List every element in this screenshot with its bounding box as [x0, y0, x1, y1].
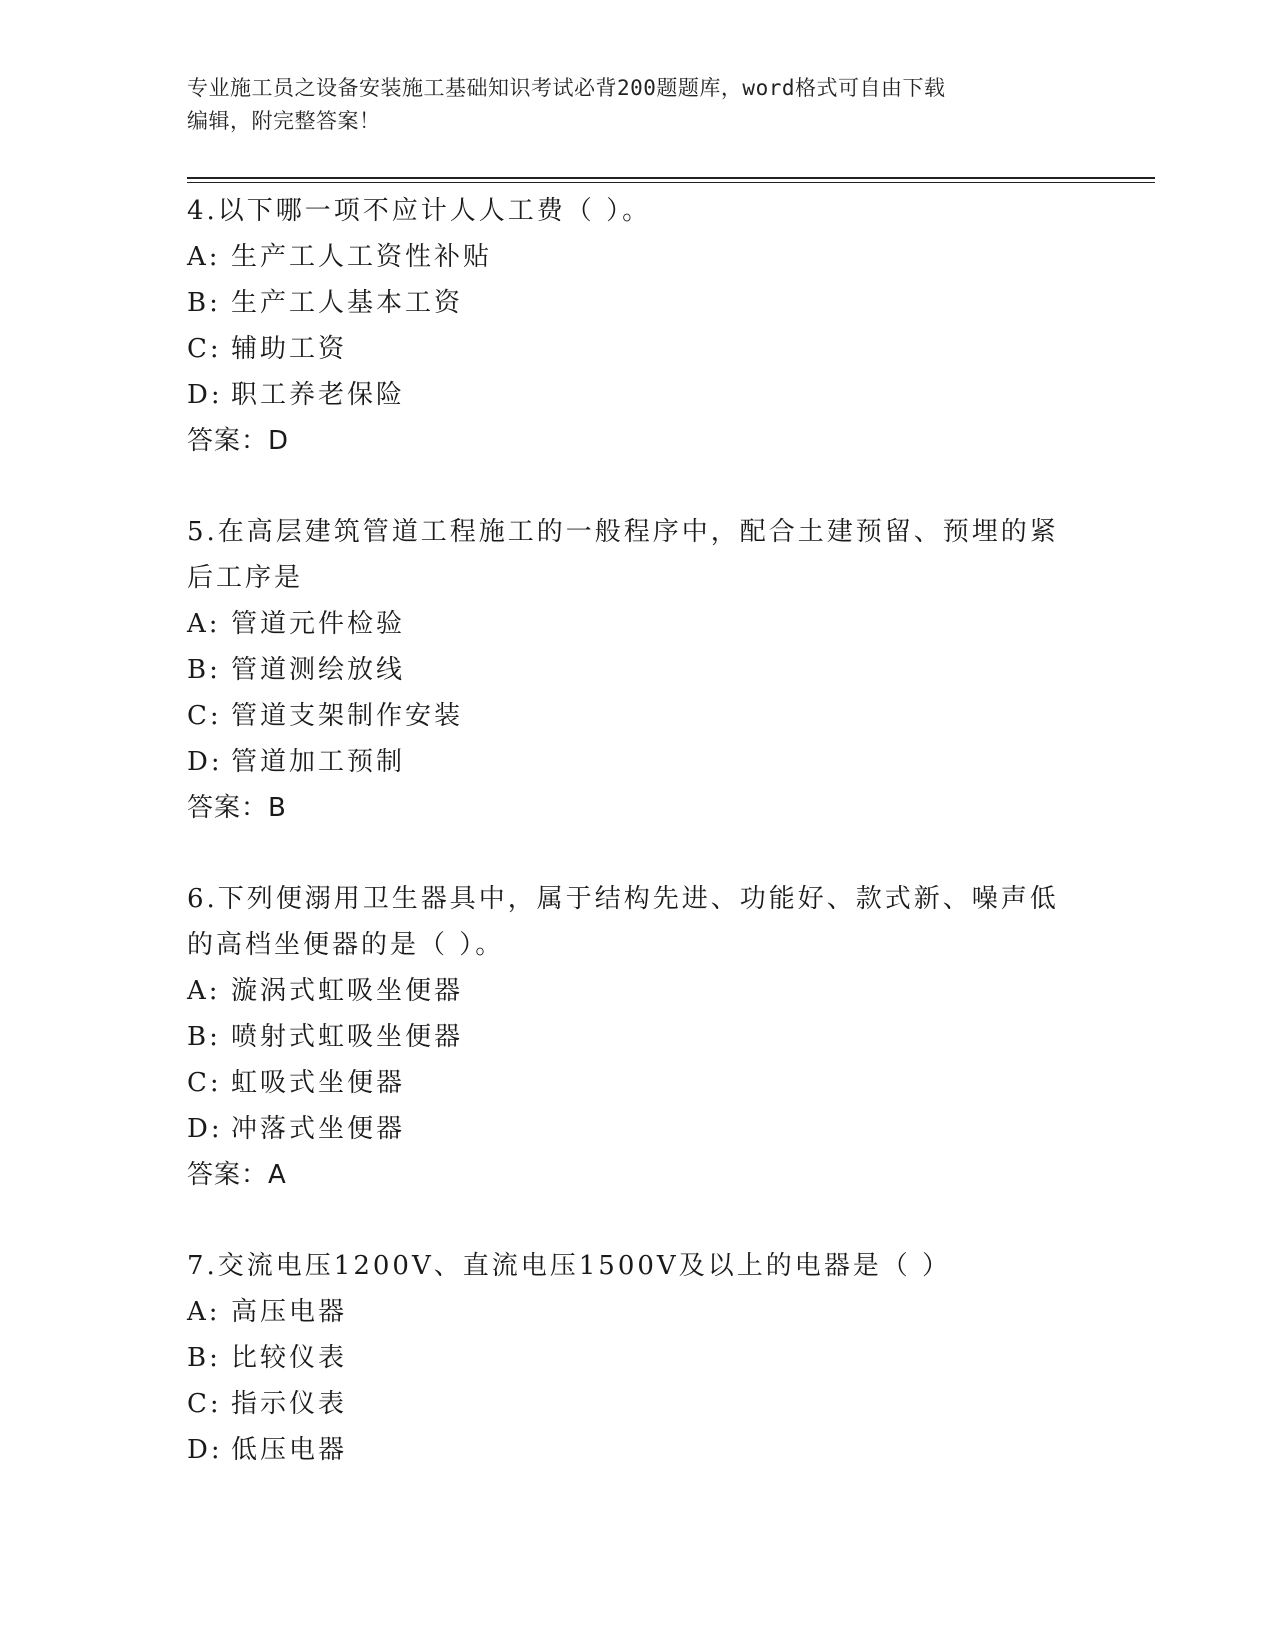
option-c	[187, 326, 1087, 372]
option-key: D:	[187, 747, 223, 777]
option-key: D:	[187, 1435, 223, 1465]
option-key: A:	[187, 242, 221, 272]
option-key: C:	[187, 1389, 222, 1419]
option-b	[187, 280, 1087, 326]
question-text: 4.以下哪一项不应计人人工费（ ）。	[187, 196, 652, 226]
option-text: 生产工人工资性补贴	[231, 242, 493, 272]
option-c	[187, 1381, 1087, 1427]
question-text: 7.交流电压1200V、直流电压1500V及以上的电器是（ ）	[187, 1251, 951, 1281]
option-key: C:	[187, 1068, 222, 1098]
question-4	[187, 188, 1087, 464]
option-text: 喷射式虹吸坐便器	[231, 1022, 464, 1052]
option-c	[187, 1060, 1087, 1106]
question-text: 6.下列便溺用卫生器具中，属于结构先进、功能好、款式新、噪声低的高档坐便器的是（ ）。	[187, 884, 1059, 960]
question-6	[187, 876, 1087, 1198]
document-header	[187, 72, 1067, 138]
option-text: 辅助工资	[231, 334, 348, 364]
answer-line: 答案：A	[187, 1160, 287, 1190]
option-key: B:	[187, 655, 221, 685]
question-5	[187, 509, 1087, 831]
option-key: A:	[187, 1297, 221, 1327]
option-b	[187, 1014, 1087, 1060]
option-key: B:	[187, 288, 221, 318]
option-key: D:	[187, 1114, 223, 1144]
option-text: 管道测绘放线	[231, 655, 406, 685]
option-key: A:	[187, 976, 221, 1006]
question-list	[187, 188, 1087, 1518]
option-key: C:	[187, 334, 222, 364]
option-d	[187, 372, 1087, 418]
question-7	[187, 1243, 1087, 1473]
option-key: D:	[187, 380, 223, 410]
option-text: 生产工人基本工资	[231, 288, 464, 318]
option-a	[187, 968, 1087, 1014]
option-d	[187, 1427, 1087, 1473]
option-c	[187, 693, 1087, 739]
header-title-line-2: 编辑，附完整答案！	[187, 109, 381, 133]
option-d	[187, 1106, 1087, 1152]
option-text: 管道支架制作安装	[231, 701, 464, 731]
option-text: 冲落式坐便器	[231, 1114, 406, 1144]
option-text: 指示仪表	[231, 1389, 348, 1419]
option-a	[187, 601, 1087, 647]
option-text: 管道元件检验	[231, 609, 406, 639]
option-key: C:	[187, 701, 222, 731]
option-b	[187, 1335, 1087, 1381]
option-a	[187, 234, 1087, 280]
option-text: 管道加工预制	[231, 747, 406, 777]
option-b	[187, 647, 1087, 693]
header-divider-thin	[187, 182, 1155, 183]
option-text: 漩涡式虹吸坐便器	[231, 976, 464, 1006]
question-text: 5.在高层建筑管道工程施工的一般程序中，配合土建预留、预埋的紧后工序是	[187, 517, 1059, 593]
option-text: 高压电器	[231, 1297, 348, 1327]
option-text: 低压电器	[231, 1435, 348, 1465]
header-title-line-1: 专业施工员之设备安装施工基础知识考试必背200题题库，word格式可自由下载	[187, 76, 946, 100]
header-divider-thick	[187, 177, 1155, 179]
answer-line: 答案：D	[187, 426, 290, 456]
option-key: B:	[187, 1343, 221, 1373]
option-text: 职工养老保险	[231, 380, 406, 410]
option-text: 比较仪表	[231, 1343, 348, 1373]
answer-line: 答案：B	[187, 793, 287, 823]
option-key: B:	[187, 1022, 221, 1052]
option-d	[187, 739, 1087, 785]
option-text: 虹吸式坐便器	[231, 1068, 406, 1098]
option-a	[187, 1289, 1087, 1335]
option-key: A:	[187, 609, 221, 639]
